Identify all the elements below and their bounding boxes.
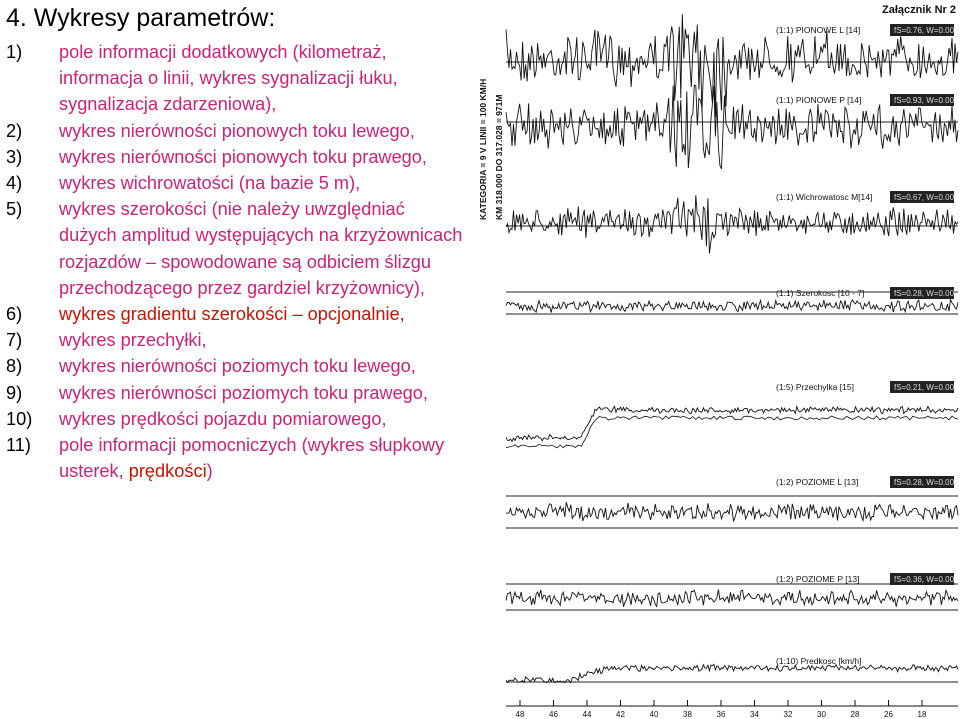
parameter-list bbox=[6, 39, 466, 484]
list-number: 3) bbox=[6, 146, 23, 167]
scale-tick-label: 40 bbox=[649, 710, 659, 719]
list-text: pole informacji pomocniczych (wykres słupkowy usterek, bbox=[59, 435, 445, 482]
channel-label: (1:5) Przechylka [15] bbox=[776, 382, 854, 392]
track-recording-chart bbox=[476, 0, 960, 719]
channel-label: (1:1) PIONOWE L [14] bbox=[776, 25, 861, 35]
scale-tick-label: 46 bbox=[549, 710, 558, 719]
list-text: wykres szerokości (nie należy uwzględniać dużych amplitud występujących na krzyżownicach rozjazdów – spowodowane są odbiciem ślizgu przechodzącego przez gardziel krzyżownicy), bbox=[59, 199, 463, 298]
list-text-end: ) bbox=[206, 461, 213, 482]
list-text: wykres nierówności pionowych toku prawego, bbox=[59, 146, 427, 167]
list-item bbox=[6, 118, 466, 144]
list-text: pole informacji dodatkowych (kilometraż, informacja o linii, wykres sygnalizacji łuku, sygnalizacja zdarzeniowa), bbox=[59, 42, 398, 115]
channel-stat-text: fS=0.21, W=0.00 bbox=[894, 383, 955, 392]
scale-tick-label: 34 bbox=[750, 710, 759, 719]
channel-label: (1:2) POZIOME P [13] bbox=[776, 574, 860, 584]
list-number: 10) bbox=[6, 408, 33, 429]
list-text: wykres gradientu szerokości – opcjonalnie, bbox=[59, 304, 405, 325]
list-item bbox=[6, 353, 466, 379]
slide-title: 4. Wykresy parametrów: bbox=[6, 4, 276, 32]
list-item bbox=[6, 406, 466, 432]
list-item bbox=[6, 144, 466, 170]
list-item bbox=[6, 39, 466, 118]
record-header-line-2: KATEGORIA = 9 V LINII = 100 KM/H bbox=[478, 78, 488, 220]
list-text-highlight: prędkości bbox=[128, 461, 207, 482]
list-item bbox=[6, 327, 466, 353]
scale-tick-label: 42 bbox=[616, 710, 625, 719]
list-item bbox=[6, 170, 466, 196]
list-number: 2) bbox=[6, 120, 23, 141]
scale-tick-label: 30 bbox=[817, 710, 826, 719]
scale-tick-label: 26 bbox=[884, 710, 893, 719]
chart-background bbox=[476, 0, 960, 719]
scale-tick-label: 38 bbox=[683, 710, 692, 719]
slide-text-panel bbox=[0, 0, 470, 719]
record-header-line-1: KM 318.000 DO 317.028 = 971M bbox=[494, 94, 504, 220]
channel-stat-text: fS=0.28, W=0.00 bbox=[894, 478, 955, 487]
list-number: 9) bbox=[6, 382, 23, 403]
scale-tick-label: 28 bbox=[850, 710, 860, 719]
list-item bbox=[6, 432, 466, 484]
scale-tick-label: 32 bbox=[783, 710, 793, 719]
list-item bbox=[6, 196, 466, 301]
channel-label: (1:1) PIONOWE P [14] bbox=[776, 95, 862, 105]
list-number: 4) bbox=[6, 173, 23, 194]
list-number: 7) bbox=[6, 330, 23, 351]
channel-stat-text: fS=0.28, W=0.00 bbox=[894, 289, 955, 298]
channel-label: (1:10) Predkosc [km/h] bbox=[776, 656, 862, 666]
list-item bbox=[6, 380, 466, 406]
list-text: wykres nierówności poziomych toku lewego, bbox=[59, 356, 416, 377]
channel-stat-text: fS=0.76, W=0.00 bbox=[894, 26, 955, 35]
channel-label: (1:2) POZIOME L [13] bbox=[776, 477, 859, 487]
channel-stat-text: fS=0.36, W=0.00 bbox=[894, 575, 955, 584]
list-number: 1) bbox=[6, 42, 23, 62]
list-item bbox=[6, 301, 466, 327]
list-text: wykres prędkości pojazdu pomiarowego, bbox=[59, 408, 387, 429]
attachment-label: Załącznik Nr 2 bbox=[882, 4, 956, 16]
list-text: wykres nierówności pionowych toku lewego, bbox=[59, 120, 415, 141]
list-number: 5) bbox=[6, 199, 23, 220]
list-number: 8) bbox=[6, 356, 23, 377]
channel-stat-text: fS=0.93, W=0.00 bbox=[894, 96, 955, 105]
list-text: wykres nierówności poziomych toku prawego, bbox=[59, 382, 428, 403]
channel-label: (1:1) Szerokosc [10 - 7] bbox=[776, 288, 865, 298]
list-number: 11) bbox=[6, 435, 31, 456]
channel-label: (1:1) Wichrowatosc M[14] bbox=[776, 192, 873, 202]
scale-tick-label: 48 bbox=[515, 710, 525, 719]
list-text: wykres przechyłki, bbox=[59, 330, 207, 351]
list-text: wykres wichrowatości (na bazie 5 m), bbox=[59, 173, 361, 194]
list-number: 6) bbox=[6, 304, 23, 325]
scale-tick-label: 44 bbox=[582, 710, 592, 719]
scale-tick-label: 36 bbox=[716, 710, 726, 719]
scale-tick-label: 18 bbox=[917, 710, 927, 719]
channel-stat-text: fS=0.67, W=0.00 bbox=[894, 193, 955, 202]
